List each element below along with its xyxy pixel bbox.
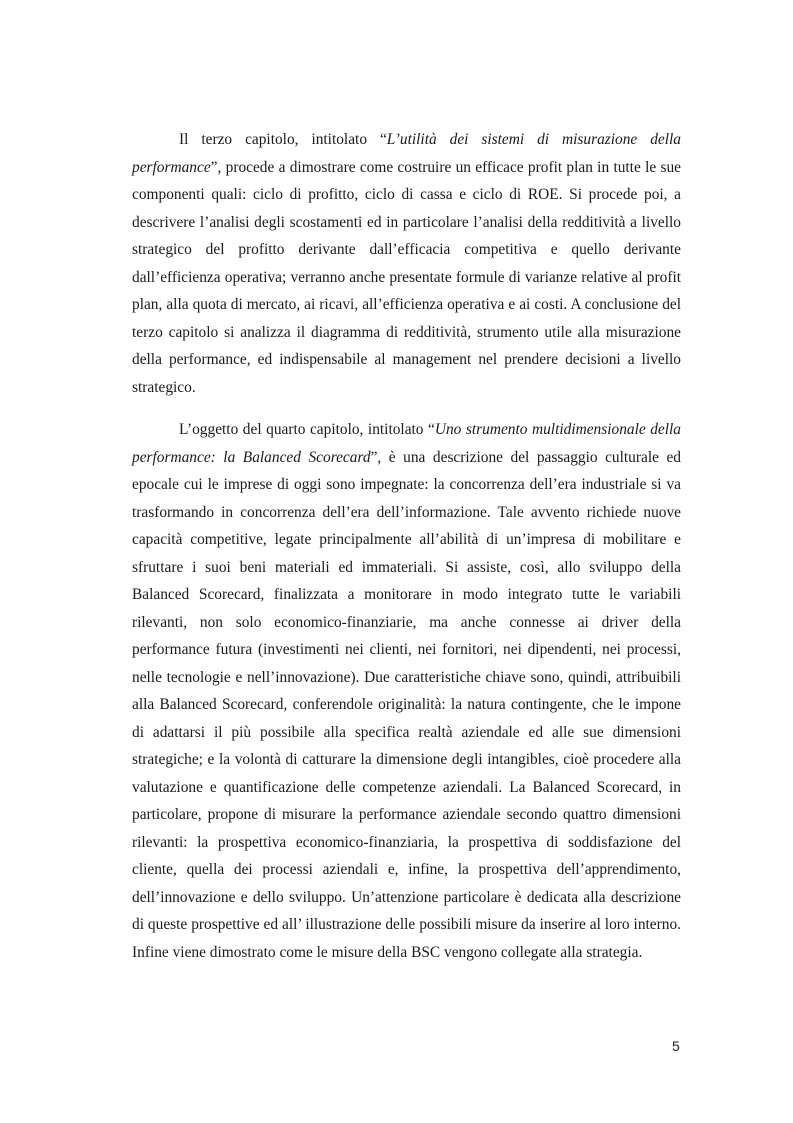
paragraph-lead-text: L’oggetto del quarto capitolo, intitolato “: [179, 421, 435, 438]
chapter-title: L’utilità dei sistemi di misurazione della performance: [132, 131, 681, 176]
paragraph-body-text: ”, procede a dimostrare come costruire un efficace profit plan in tutte le sue componenti quali: ciclo di profitto, ciclo di cassa e ciclo di ROE. Si procede poi, a descrivere l’analisi degli scostamenti ed in particolare l’analisi della redditività a livello strategico del profitto derivante dall’efficacia competitiva e quello derivante dall’efficienza operativa; verranno anche presentate formule di varianze relative al profit plan, alla quota di mercato, ai ricavi, all’efficienza operativa e ai costi. A conclusione del terzo capitolo si analizza il diagramma di redditività, strumento utile alla misurazione della performance, ed indispensabile al management nel prendere decisioni a livello strategico.: [132, 158, 681, 396]
page-body: [132, 126, 681, 966]
paragraph-fourth-chapter: [132, 416, 681, 966]
chapter-title: Uno strumento multidimensionale della performance: la Balanced Scorecard: [132, 421, 682, 466]
page-number: 5: [672, 1038, 680, 1054]
paragraph-lead-text: Il terzo capitolo, intitolato “: [179, 131, 387, 148]
paragraph-third-chapter: [132, 126, 681, 401]
paragraph-body-text: ”, è una descrizione del passaggio culturale ed epocale cui le imprese di oggi sono impegnate: la concorrenza dell’era industriale si va trasformando in concorrenza dell’era dell’informazione. Tale avvento richiede nuove capacità competitive, legate principalmente all’abilità di un’impresa di mobilitare e sfruttare i suoi beni materiali ed immateriali. Si assiste, così, allo sviluppo della Balanced Scorecard, finalizzata a monitorare in modo integrato tutte le variabili rilevanti, non solo economico-finanziarie, ma anche connesse ai driver della performance futura (investimenti nei clienti, nei fornitori, nei dipendenti, nei processi, nelle tecnologie e nell’innovazione). Due caratteristiche chiave sono, quindi, attribuibili alla Balanced Scorecard, conferendole originalità: la natura contingente, che le impone di adattarsi il più possibile alla specifica realtà aziendale ed alle sue dimensioni strategiche; e la volontà di catturare la dimensione degli intangibles, cioè procedere alla valutazione e quantificazione delle competenze aziendali. La Balanced Scorecard, in particolare, propone di misurare la performance aziendale secondo quattro dimensioni rilevanti: la prospettiva economico-finanziaria, la prospettiva di soddisfazione del cliente, quella dei processi aziendali e, infine, la prospettiva dell’apprendimento, dell’innovazione e dello sviluppo. Un’attenzione particolare è dedicata alla descrizione di queste prospettive ed all’ illustrazione delle possibili misure da inserire al loro interno. Infine viene dimostrato come le misure della BSC vengono collegate alla strategia.: [132, 448, 681, 961]
